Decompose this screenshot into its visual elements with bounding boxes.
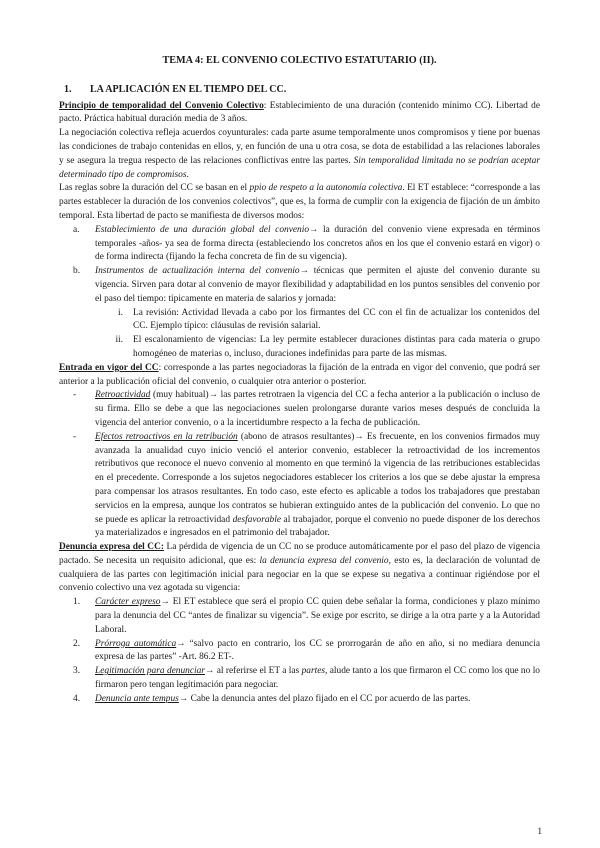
- list-item: b. Instrumentos de actualización interna del convenio→ técnicas que permiten el ajuste del convenio durante su vigencia. Sirven para dotar al convenio de mayor flexibilidad y adaptabilidad en los puntos sensibles del convenio por el paso del tiempo: típicamente en materia de salarios y jornada:: [73, 266, 540, 304]
- list-item: a. Establecimiento de una duración global del convenio→ la duración del convenio viene expresada en términos temporales -años- ya sea de forma directa (estableciendo los concretos años en los que el convenio estará en vigor) o de forma indirecta (fijando la fecha concreta de fin de su vigencia).: [73, 224, 540, 263]
- roman-list: [59, 307, 540, 362]
- list-item: 1. Carácter expreso→ El ET establece que será el propio CC quien debe señalar la forma, condiciones y plazo mínimo para la denuncia del CC “antes de finalizar su vigencia”. Se exige por escrito, se dirige a la otra parte y a la Autoridad Laboral.: [73, 597, 540, 635]
- list-item: 4. Denuncia ante tempus→ Cabe la denuncia antes del plazo fijado en el CC por acuerdo de las partes.: [73, 693, 471, 704]
- paragraph-lead: Denuncia expresa del CC:: [59, 542, 164, 553]
- alpha-list: [59, 224, 540, 307]
- list-item: i. La revisión: Actividad llevada a cabo por los firmantes del CC con el fin de actualizar los contenidos del CC. Ejemplo típico: cláusulas de revisión salarial.: [118, 307, 540, 332]
- section-heading: [59, 83, 540, 97]
- numbered-list: [59, 596, 540, 706]
- paragraph-lead: Entrada en vigor del CC: [59, 362, 159, 373]
- page-number: 1: [537, 827, 542, 837]
- paragraph-negociacion: La negociación colectiva refleja acuerdos coyunturales: cada parte asume temporalmente unos compromisos y tiene por buenas las condiciones de trabajo contenidas en ellos, y, en función de una u otra cosa, se dota de estabilidad a las relaciones laborales y se asegura la tregua respecto de las relaciones conflictivas entre las partes. Sin temporalidad limitada no se podrían aceptar determinado tipo de compromisos.: [59, 128, 540, 180]
- list-item: ii. El escalonamiento de vigencias: La ley permite establecer duraciones distintas para cada materia o grupo homogéneo de materias o, incluso, duraciones indefinidas para parte de las mismas.: [115, 335, 540, 359]
- section-title: LA APLICACIÓN EN EL TIEMPO DEL CC.: [90, 83, 287, 95]
- paragraph-reglas: Las reglas sobre la duración del CC se basan en el ppio de respeto a la autonomía colectiva. El ET establece: “corresponde a las partes establecer la duración de los convenios colectivos”, que es, la forma de cumplir con la exigencia de fijación de un ámbito temporal. Esta libertad de pacto se manifiesta de diversos modos:: [59, 183, 540, 221]
- section-number: 1.: [64, 83, 72, 95]
- dash-list: [59, 389, 540, 541]
- list-item: 2. Prórroga automática→ “salvo pacto en contrario, los CC se prorrogarán de año en año, si no mediara denuncia expresa de las partes” -Art. 86.2 ET-.: [73, 638, 540, 663]
- document-title: TEMA 4: EL CONVENIO COLECTIVO ESTATUTARIO (II).: [162, 55, 437, 66]
- list-item: 3. Legitimación para denunciar→ al referirse el ET a las partes, alude tanto a los que firmaron el CC como los que no lo firmaron pero tengan legitimación para negociar.: [73, 666, 540, 691]
- paragraph-denuncia: Denuncia expresa del CC: La pérdida de vigencia de un CC no se produce automáticamente por el paso del plazo de vigencia pactado. Se necesita un requisito adicional, que es: la denuncia expresa del convenio, esto es, la declaración de voluntad de cualquiera de las partes con legitimación inicial para negociar en la que se expese su negativa a continuar rigiéndose por el convenio colectivo una vez agotada su vigencia:: [59, 542, 540, 594]
- paragraph-entrada-vigor: Entrada en vigor del CC: corresponde a las partes negociadoras la fijación de la entrada en vigor del convenio, que podrá ser anterior a la publicación oficial del convenio, o cualquier otra anterior o posterior.: [59, 362, 540, 387]
- paragraph-lead: Principio de temporalidad del Convenio Colectivo: [59, 100, 264, 111]
- paragraph-temporalidad: Principio de temporalidad del Convenio Colectivo: Establecimiento de una duración (contenido mínimo CC). Libertad de pacto. Práctica habitual duración media de 3 años.: [59, 100, 541, 125]
- list-item: - Retroactividad (muy habitual)→ las partes retrotraen la vigencia del CC a fecha anterior a la publicación o incluso de su firma. Ello se debe a que las negociaciones suelen prolongarse durante varios meses después de concluida la vigencia del anterior convenio, o a la incertidumbre respecto a la fecha de publicación.: [73, 390, 540, 428]
- list-item: - Efectos retroactivos en la retribución (abono de atrasos resultantes)→ Es frecuente, en los convenios firmados muy avanzada la anualidad cuyo inicio venció el anterior convenio, establecer la retroactividad de los incrementos retributivos que reconoce el nuevo convenio al momento en que terminó la vigencia de las retribuciones establecidas en el precedente. Corresponde a los sujetos negociadores establecer los criterios a los que se debe ajustar la empresa para compensar los atrasos resultantes. En todo caso, este efecto es aplicable a todos los trabajadores que prestaban servicios en la empresa, aunque los contratos se hubieran extinguido antes de la publicación del convenio. Lo que no se puede es aplicar la retroactividad desfavorable al trabajador, porque el convenio no puede disponer de los derechos ya materializados e ingresados en el patrimonio del trabajador.: [73, 431, 540, 539]
